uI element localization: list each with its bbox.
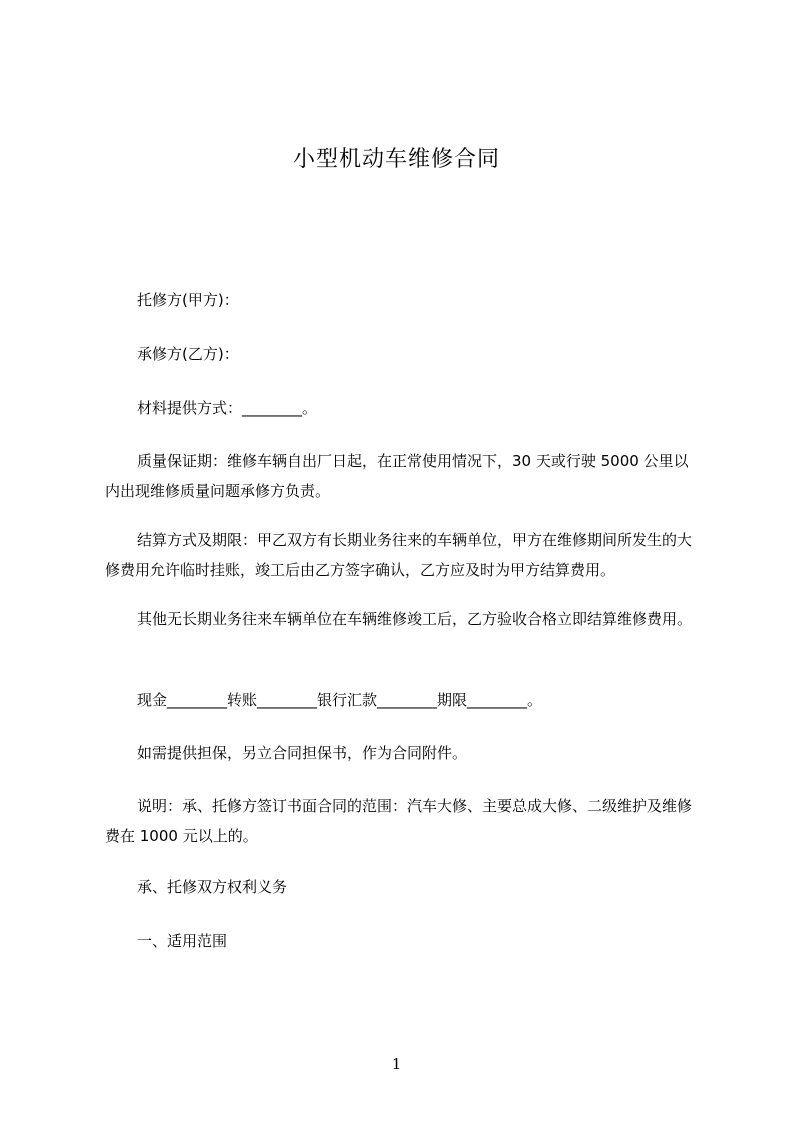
note-paragraph: 说明：承、托修方签订书面合同的范围：汽车大修、主要总成大修、二级维护及维修费在 1000 元以上的。 (105, 797, 693, 845)
settlement-paragraph: 结算方式及期限：甲乙双方有长期业务往来的车辆单位，甲方在维修期间所发生的大修费用允许临时挂账，竣工后由乙方签字确认，乙方应及时为甲方结算费用。 (105, 531, 693, 579)
material-supply-line: 材料提供方式：________。 (137, 399, 318, 417)
page-number: 1 (391, 1055, 402, 1073)
payment-methods-line: 现金________转账________银行汇款________期限________。 (137, 691, 543, 709)
other-units-paragraph: 其他无长期业务往来车辆单位在车辆维修竣工后，乙方验收合格立即结算维修费用。 (137, 610, 693, 628)
party-a-line: 托修方(甲方)： (137, 291, 239, 309)
section-one-heading: 一、适用范围 (137, 932, 228, 950)
document-title: 小型机动车维修合同 (292, 147, 500, 172)
rights-obligations-heading: 承、托修双方权利义务 (137, 878, 288, 896)
warranty-paragraph: 质量保证期：维修车辆自出厂日起，在正常使用情况下，30 天或行驶 5000 公里以内出现维修质量问题承修方负责。 (105, 452, 689, 500)
guarantee-line: 如需提供担保，另立合同担保书，作为合同附件。 (137, 744, 468, 762)
party-b-line: 承修方(乙方)： (137, 345, 239, 363)
